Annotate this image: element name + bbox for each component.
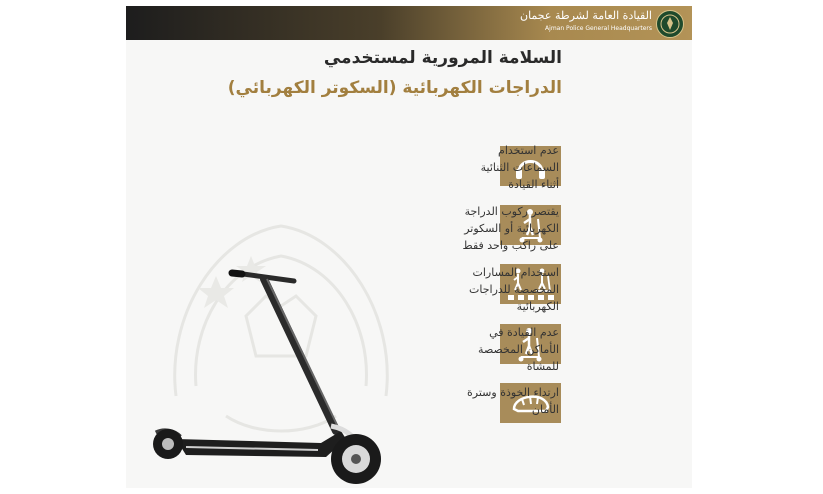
org-name-arabic: القيادة العامة لشرطة عجمان [520,9,652,22]
tip-line: يقتصر ركوب الدراجة [464,205,559,218]
tip-line: أثناء القيادة [508,178,559,191]
tip-line: الأماكن المخصصة [478,343,559,356]
tip-line: على راكب واحد فقط [462,239,559,252]
tip-dedicated-lanes [359,264,559,315]
safety-poster [126,6,692,488]
police-emblem-icon [656,10,684,38]
title-line-2: الدراجات الكهربائية (السكوتر الكهربائي) [227,78,562,98]
electric-scooter-illustration [146,261,386,488]
tip-line: المخصصة للدراجات [469,283,559,296]
tip-line: الكهربائية [516,300,559,313]
tip-line: استخدام المسارات [472,266,559,279]
tip-line: الكهربائية أو السكوتر [464,222,559,235]
tip-line: للمشاة [526,360,559,373]
title-line-1: السلامة المرورية لمستخدمي [323,48,562,68]
org-name-english: Ajman Police General Headquarters [545,25,652,32]
tip-line: عدم القيادة في [489,326,559,339]
tip-no-headphones [359,142,559,193]
tip-line: ارتداء الخوذة وسترة [467,386,559,399]
tip-line: عدم استخدام [498,144,559,157]
tip-line: السماعات الثنائية [480,161,559,174]
header-bar [126,6,692,40]
tip-helmet-vest [359,384,559,418]
tip-single-rider [359,203,559,254]
tip-line: الأمان [531,403,559,416]
tip-no-pedestrian-areas [359,324,559,375]
